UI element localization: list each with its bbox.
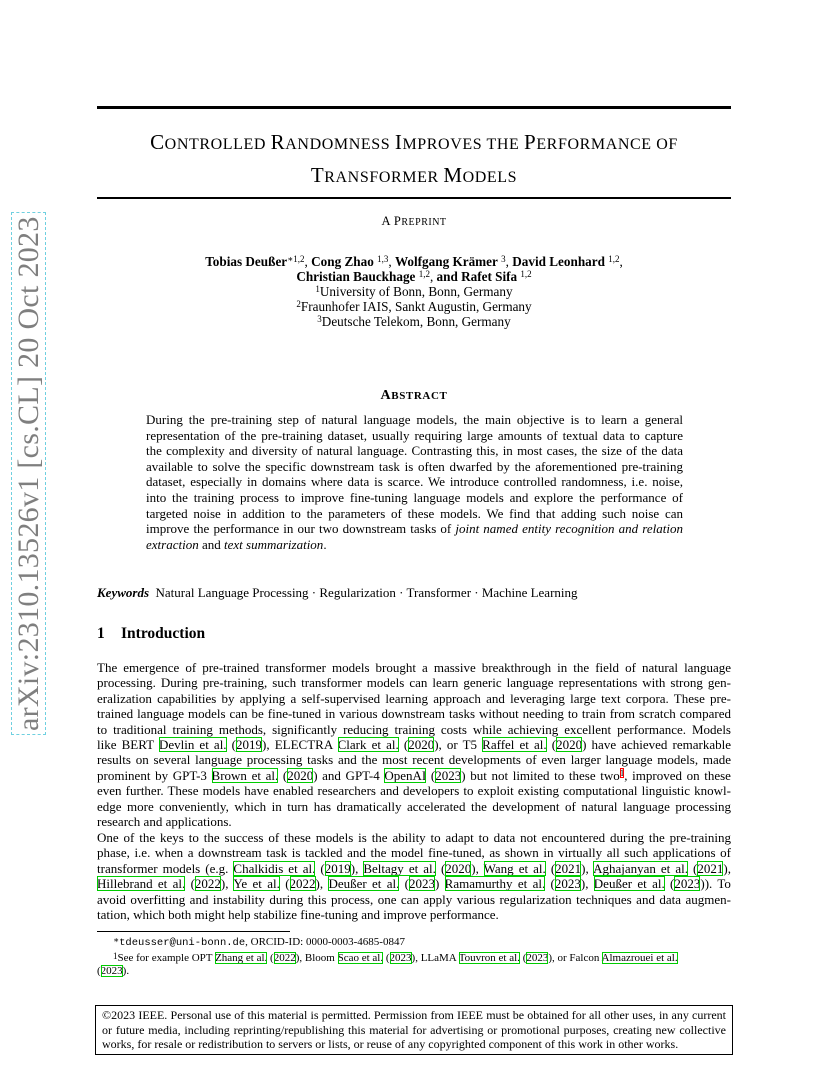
text: ( xyxy=(687,860,698,876)
text: ( xyxy=(545,876,555,892)
affiliation xyxy=(97,284,731,299)
section-number: 1 xyxy=(97,625,105,642)
text: ) and GPT-4 xyxy=(313,767,385,783)
section-heading xyxy=(97,625,205,643)
author-email: tdeusser@uni-bonn.de xyxy=(119,937,246,949)
author-name: and Rafet Sifa xyxy=(436,269,518,284)
abstract-italic: text summarization xyxy=(224,536,324,552)
body-line: avoid overfitting and instability during this process, one can apply various regularization techniques and data augmen- xyxy=(97,891,731,907)
abstract-line: into the training process to improve fine-tuning language models and explore the performance of xyxy=(146,489,683,505)
abstract-heading xyxy=(97,388,731,404)
preprint-rest: REPRINT xyxy=(401,217,447,228)
text: ( xyxy=(426,767,436,783)
title-word-cap: P xyxy=(524,130,537,154)
text: like BERT xyxy=(97,737,159,753)
footnote-text: , ORCID-ID: 0000-0003-4685-0847 xyxy=(245,936,405,948)
paragraph-1 xyxy=(97,660,731,829)
text: ( xyxy=(315,860,325,876)
author-name: Christian Bauckhage xyxy=(296,269,416,284)
citation-link[interactable]: Devlin et al. xyxy=(158,737,227,753)
citation-link[interactable]: 2023 xyxy=(554,876,581,892)
affiliation-text: University of Bonn, Bonn, Germany xyxy=(319,284,513,299)
text: ( xyxy=(435,860,446,876)
citation-link[interactable]: Ramamurthy et al. xyxy=(444,876,546,892)
footnote-text: ). xyxy=(122,965,130,977)
footnote-1 xyxy=(97,936,731,950)
body-line: processing. During pre-training, such transformer models can learn generic language representations with strong gen- xyxy=(97,675,731,691)
abstract-heading-cap: A xyxy=(380,388,392,403)
abstract-line: During the pre-training step of natural language models, the main objective is to learn a general xyxy=(146,412,683,427)
footnote-text: ( xyxy=(383,952,390,964)
text: , improved on these xyxy=(624,767,731,783)
body-line: results on several language processing tasks and the most recent developments of even larger language models, made xyxy=(97,752,731,768)
affiliation-sup: 2 xyxy=(296,299,301,309)
title-word-rest: RANSFORMER xyxy=(324,169,444,186)
text: ( xyxy=(226,737,237,753)
author-sup: 1,2 xyxy=(520,269,532,279)
citation-link[interactable]: Beltagy et al. xyxy=(363,860,436,876)
text: ) have achieved remarkable xyxy=(582,737,731,753)
text: )). To xyxy=(700,876,731,892)
title-word-cap: I xyxy=(394,130,403,154)
citation-link[interactable]: Touvron et al. xyxy=(458,952,520,964)
text: ( xyxy=(546,737,557,753)
title-word-cap: R xyxy=(270,130,286,154)
text: ), or T5 xyxy=(434,737,483,753)
abstract-line: targeted noise in addition to the parameters of these models. We find that adding such noise can xyxy=(146,505,683,521)
preprint-label xyxy=(97,214,731,229)
text: ) but not limited to these two xyxy=(461,767,620,783)
abstract-text: improve the performance in our two downstream tasks of xyxy=(146,521,456,537)
citation-link[interactable]: 2020 xyxy=(287,767,314,783)
citation-link[interactable]: OpenAI xyxy=(384,767,427,783)
author-name: David Leonhard xyxy=(512,254,605,269)
text: ), xyxy=(581,860,594,876)
affiliation xyxy=(97,299,731,314)
copyright-line: works, for resale or redistribution to servers or lists, or reuse of any copyrighted component of this work in other works. xyxy=(102,1037,679,1051)
citation-link[interactable]: 2019 xyxy=(324,860,351,876)
affiliation xyxy=(97,314,731,329)
citation-link[interactable]: Ye et al. xyxy=(233,876,280,892)
text: ( xyxy=(664,876,675,892)
paper-title xyxy=(97,127,731,193)
body-line: eralization capabilities by applying a self-supervised learning approach and leveraging large text corpora. These pre- xyxy=(97,690,731,706)
text: ( xyxy=(185,876,195,892)
footnotes xyxy=(97,936,731,978)
text: ( xyxy=(399,876,410,892)
citation-link[interactable]: 2019 xyxy=(236,737,263,753)
citation-link[interactable]: 2022 xyxy=(289,876,316,892)
footnote-mark: 1 xyxy=(113,951,118,961)
author-name: Cong Zhao xyxy=(311,254,374,269)
body-line: research and applications. xyxy=(97,814,232,830)
citation-link[interactable]: 2020 xyxy=(556,737,583,753)
footnote-2-cont xyxy=(97,965,731,978)
affiliation-sup: 1 xyxy=(315,284,320,294)
citation-link[interactable]: Scao et al. xyxy=(337,952,384,964)
author-line-2: Christian Bauckhage $^{1,2}$, and Rafet Sifa $^{1,2}$ xyxy=(296,269,532,284)
citation-link[interactable]: Aghajanyan et al. xyxy=(593,860,688,876)
abstract-line: available to solve the specific downstream task is often dwarfed by the aforementioned pre-training xyxy=(146,458,683,474)
body-line: The emergence of pre-trained transformer models brought a massive breakthrough in the field of natural language xyxy=(97,660,731,675)
title-line-2 xyxy=(97,160,731,193)
text: ( xyxy=(398,737,409,753)
footnote-2 xyxy=(97,952,731,965)
citation-link[interactable]: Zhang et al. xyxy=(215,952,268,964)
footnote-text: ), or Falcon xyxy=(548,952,602,964)
citation-link[interactable]: 2023 xyxy=(674,876,701,892)
author-sup: 1,2 xyxy=(608,254,620,264)
keywords xyxy=(97,585,578,601)
copyright-notice xyxy=(95,1005,733,1055)
text: ) xyxy=(435,876,445,892)
text: ( xyxy=(545,860,556,876)
citation-link[interactable]: 2021 xyxy=(697,860,724,876)
citation-link[interactable]: 2023 xyxy=(100,965,123,977)
abstract-line xyxy=(146,537,683,553)
arxiv-stamp-text: arXiv:2310.13526v1 [cs.CL] 20 Oct 2023 xyxy=(11,212,46,735)
author-sup: 3 xyxy=(501,254,506,264)
citation-link[interactable]: Deußer et al. xyxy=(328,876,400,892)
footnote-text: See for example OPT xyxy=(117,952,216,964)
citation-link[interactable]: 2023 xyxy=(389,952,412,964)
footnote-link[interactable]: 1 xyxy=(619,767,625,778)
arxiv-stamp[interactable] xyxy=(12,212,46,735)
body-line xyxy=(97,737,731,752)
abstract-heading-rest: BSTRACT xyxy=(391,390,448,402)
citation-link[interactable]: Chalkidis et al. xyxy=(233,860,316,876)
text: transformer models (e.g. xyxy=(97,860,234,876)
keywords-text: Natural Language Processing · Regularization · Transformer · Machine Learning xyxy=(155,585,578,600)
title-word-rest: ERFORMANCE OF xyxy=(536,136,678,153)
citation-link[interactable]: 2020 xyxy=(445,860,472,876)
abstract-italic: joint named entity recognition and relation xyxy=(455,521,683,537)
footnote-mark: ∗ xyxy=(113,935,120,945)
body-line xyxy=(97,876,731,891)
title-word-rest: MPROVES THE xyxy=(402,136,525,153)
copyright-line: or future media, including reprinting/republishing this material for advertising or promotional purposes, creating new collective xyxy=(102,1022,726,1037)
title-top-rule xyxy=(97,106,731,109)
author-sup: ∗1,2 xyxy=(287,254,305,264)
citation-link[interactable]: 2023 xyxy=(435,767,462,783)
text: ), xyxy=(315,876,329,892)
citation-link[interactable]: 2022 xyxy=(194,876,221,892)
footnote-rule xyxy=(97,931,290,932)
body-line: even further. These models have enabled researchers and developers to exploit existing computational linguistic knowl- xyxy=(97,783,731,799)
citation-link[interactable]: Almazrouei et al. xyxy=(601,952,678,964)
abstract-text: . xyxy=(323,536,327,552)
citation-link[interactable]: 2020 xyxy=(408,737,435,753)
text: ), xyxy=(580,876,594,892)
citation-link[interactable]: Deußer et al. xyxy=(593,876,665,892)
preprint-cap: A P xyxy=(381,214,402,228)
affiliation-text: Deutsche Telekom, Bonn, Germany xyxy=(321,314,511,329)
affiliation-text: Fraunhofer IAIS, Sankt Augustin, Germany xyxy=(300,299,532,314)
abstract-italic: extraction xyxy=(146,536,199,552)
text: ( xyxy=(279,876,290,892)
body-line: to traditional training methods, significantly reducing training costs while achieving excellent performance. Models xyxy=(97,721,731,737)
title-word-rest: ANDOMNESS xyxy=(285,136,395,153)
body-line xyxy=(97,861,731,876)
abstract-line xyxy=(146,521,683,537)
text: ( xyxy=(278,767,288,783)
citation-link[interactable]: Brown et al. xyxy=(211,767,279,783)
abstract-line: the complexity and diversity of natural language. Contrasting this, in most cases, the size of the data xyxy=(146,443,683,459)
footnote-text: ), LLaMA xyxy=(411,952,459,964)
citation-link[interactable]: Hillebrand et al. xyxy=(97,876,186,892)
footnote-text: ( xyxy=(97,965,101,977)
citation-link[interactable]: Wang et al. xyxy=(483,860,546,876)
author-block xyxy=(97,254,731,329)
body-line: One of the keys to the success of these models is the ability to adapt to data not encountered during the pre-training xyxy=(97,830,731,845)
citation-link[interactable]: 2022 xyxy=(273,952,296,964)
body-line: tation, which both might help stabilize fine-tuning and improve performance. xyxy=(97,907,499,923)
text: prominent by GPT-3 xyxy=(97,767,212,783)
title-word-rest: ODELS xyxy=(462,169,518,186)
author-sup: 1,2 xyxy=(418,269,430,279)
body-line: trained language models can be fine-tuned in various downstream tasks without needing to train from scratch compared xyxy=(97,706,731,722)
footnote-text: ( xyxy=(267,952,274,964)
affiliation-sup: 3 xyxy=(317,314,322,324)
copyright-line: ©2023 IEEE. Personal use of this material is permitted. Permission from IEEE must be obtained for all other uses, in any current xyxy=(102,1008,726,1022)
abstract-text: and xyxy=(198,536,224,552)
author-line-1: Tobias Deußer$^{∗1,2}$, Cong Zhao $^{1,3}$, Wolfgang Krämer $^3$, David Leonhard $^{1,2}$, xyxy=(205,254,623,269)
footnote-text: ), Bloom xyxy=(295,952,338,964)
keywords-label: Keywords xyxy=(97,585,149,600)
title-word-cap: M xyxy=(443,163,463,187)
author-name: Tobias Deußer xyxy=(205,254,288,269)
text: ), xyxy=(350,860,364,876)
title-word-cap: T xyxy=(310,163,325,187)
paragraph-2 xyxy=(97,830,731,922)
title-word-rest: ONTROLLED xyxy=(164,136,271,153)
abstract-line: representation of the pre-training dataset, usually requiring large amounts of textual data to capture xyxy=(146,427,683,443)
title-bottom-rule xyxy=(97,197,731,199)
citation-link[interactable]: Raffel et al. xyxy=(482,737,547,753)
title-word-cap: C xyxy=(150,130,165,154)
author-name: Wolfgang Krämer xyxy=(394,254,498,269)
text: ), xyxy=(723,860,731,876)
text: ), xyxy=(220,876,234,892)
text: ), xyxy=(471,860,484,876)
citation-link[interactable]: 2021 xyxy=(555,860,582,876)
abstract-body xyxy=(146,412,683,552)
text: ), ELECTRA xyxy=(262,737,338,753)
body-line xyxy=(97,768,731,783)
citation-link[interactable]: 2023 xyxy=(409,876,436,892)
section-title: Introduction xyxy=(121,625,206,642)
citation-link[interactable]: Clark et al. xyxy=(337,737,399,753)
title-line-1 xyxy=(97,127,731,160)
body-line: phase, i.e. when a downstream task is tackled and the model fine-tuned, as shown in virtually all such applications of xyxy=(97,845,731,861)
body-line: edge more conveniently, which in turn has dramatically accelerated the development of natural language processing xyxy=(97,798,731,814)
footnote-text: ( xyxy=(519,952,527,964)
author-sup: 1,3 xyxy=(377,254,389,264)
citation-link[interactable]: 2023 xyxy=(526,952,549,964)
abstract-line: dataset, especially in domains where data is scarce. We introduce controlled randomness, i.e. noise, xyxy=(146,474,683,490)
